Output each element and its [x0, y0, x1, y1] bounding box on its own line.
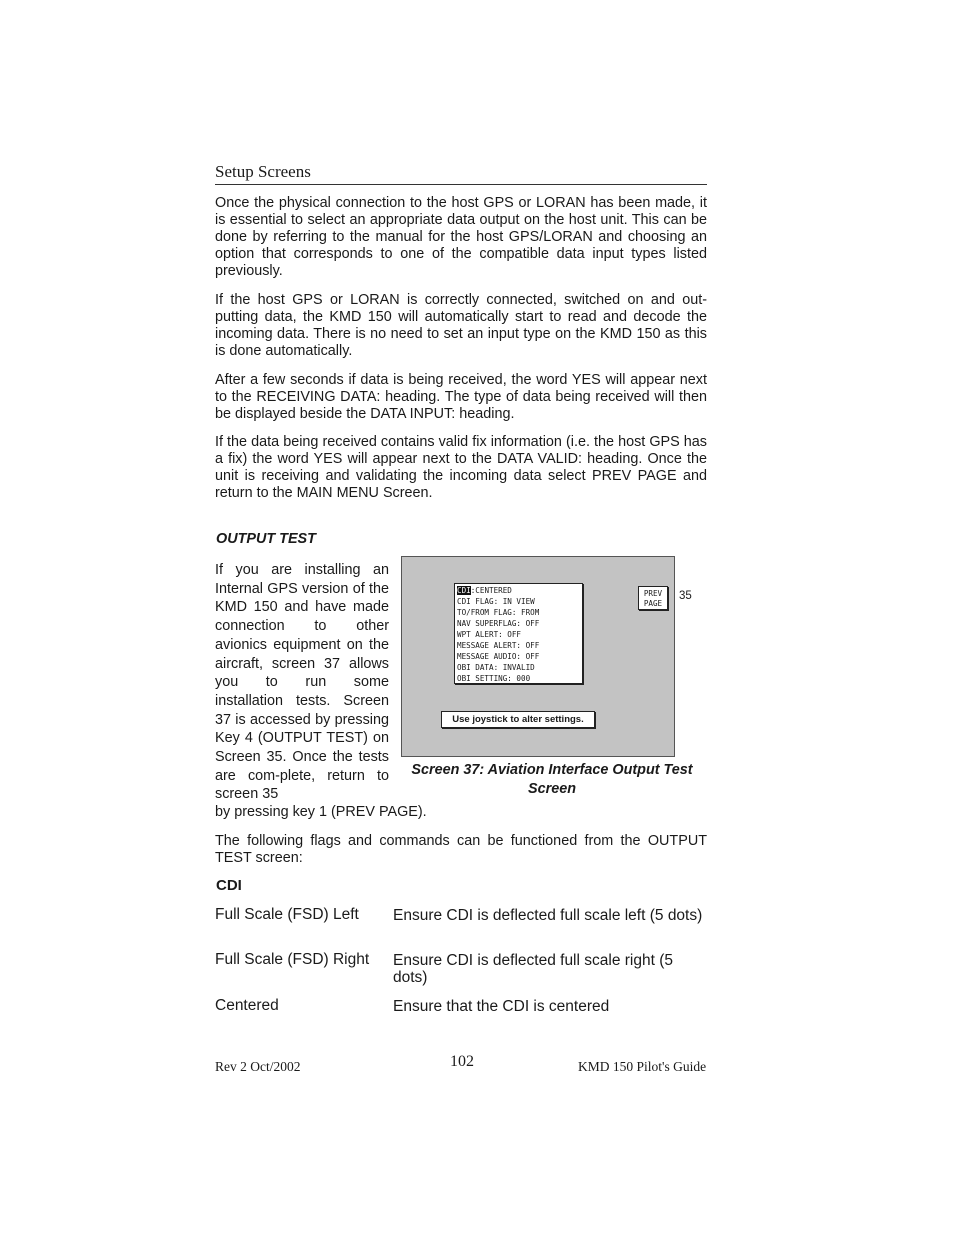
output-test-menu [454, 583, 583, 684]
menu-item[interactable]: MESSAGE AUDIO: OFF [457, 652, 540, 661]
prev-page-line2: PAGE [643, 599, 663, 608]
prev-page-line1: PREV [643, 589, 663, 598]
cdi-heading: CDI [216, 877, 242, 894]
section-title: Setup Screens [215, 162, 311, 181]
following-text: The following flags and commands can be functioned from the OUTPUT TEST screen: [215, 833, 707, 866]
menu-item[interactable]: NAV SUPERFLAG: OFF [457, 619, 540, 628]
cdi-row-label: Centered [215, 997, 279, 1014]
output-test-text: If you are installing an Internal GPS version of the KMD 150 and have made connection to other avionics equipment on the aircraft, screen 37 allows you to run some installation tests. Screen 37 is accessed by pressing Key 4 (OUTPUT TEST) on Screen 35. Once the tests are com-plete, return to screen 35 [215, 562, 389, 803]
joystick-hint: Use joystick to alter settings. [441, 711, 595, 728]
menu-item-cdi-selected: CDI [457, 586, 471, 595]
output-test-text-end: by pressing key 1 (PREV PAGE). [215, 804, 427, 820]
section-rule [215, 184, 707, 185]
paragraph-2: If the host GPS or LORAN is correctly connected, switched on and out-putting data, the KMD 150 will automatically start to read and decode the incoming data. There is no need to set an input type on the KMD 150 as this is done automatically. [215, 292, 707, 359]
menu-item[interactable]: WPT ALERT: OFF [457, 630, 522, 639]
paragraph-3: After a few seconds if data is being received, the word YES will appear next to the RECEIVING DATA: heading. The type of data being received will then be displayed beside the DATA INPUT: heading. [215, 372, 707, 422]
cdi-row-label: Full Scale (FSD) Right [215, 951, 370, 968]
menu-item-cdi[interactable]: CDI:CENTERED [457, 586, 512, 595]
menu-item[interactable]: OBI SETTING: 000 [457, 674, 531, 683]
menu-item[interactable]: OBI DATA: INVALID [457, 663, 535, 672]
footer-revision: Rev 2 Oct/2002 [215, 1059, 301, 1074]
cdi-row-desc: Ensure CDI is deflected full scale right (5 dots) [393, 952, 673, 986]
cdi-row-desc: Ensure CDI is deflected full scale left (5 dots) [393, 907, 703, 924]
cdi-row-label: Full Scale (FSD) Left [215, 906, 359, 923]
screen-37-figure [401, 556, 675, 757]
figure-caption: Screen 37: Aviation Interface Output Test Screen [411, 762, 693, 797]
paragraph-4: If the data being received contains valid fix information (i.e. the host GPS has a fix) the word YES will appear next to the DATA VALID: heading. Once the unit is receiving and validating the incoming data select PREV PAGE and return to the MAIN MENU Screen. [215, 434, 707, 501]
paragraph-1: Once the physical connection to the host GPS or LORAN has been made, it is essential to select an appropriate data output on the host unit. This can be done by referring to the manual for the host GPS/LORAN and choosing an option that corresponds to one of the compatible data input types listed previously. [215, 195, 707, 279]
cdi-row-desc: Ensure that the CDI is centered [393, 998, 610, 1015]
output-test-heading: OUTPUT TEST [216, 531, 316, 547]
menu-item[interactable]: TO/FROM FLAG: FROM [457, 608, 540, 617]
menu-item-cdi-value: CENTERED [475, 586, 512, 595]
prev-page-button[interactable] [638, 586, 668, 610]
menu-item[interactable]: MESSAGE ALERT: OFF [457, 641, 540, 650]
menu-item[interactable]: CDI FLAG: IN VIEW [457, 597, 535, 606]
screen-number-label: 35 [679, 590, 692, 602]
page-number: 102 [450, 1053, 474, 1070]
footer-guide-title: KMD 150 Pilot's Guide [578, 1059, 707, 1074]
